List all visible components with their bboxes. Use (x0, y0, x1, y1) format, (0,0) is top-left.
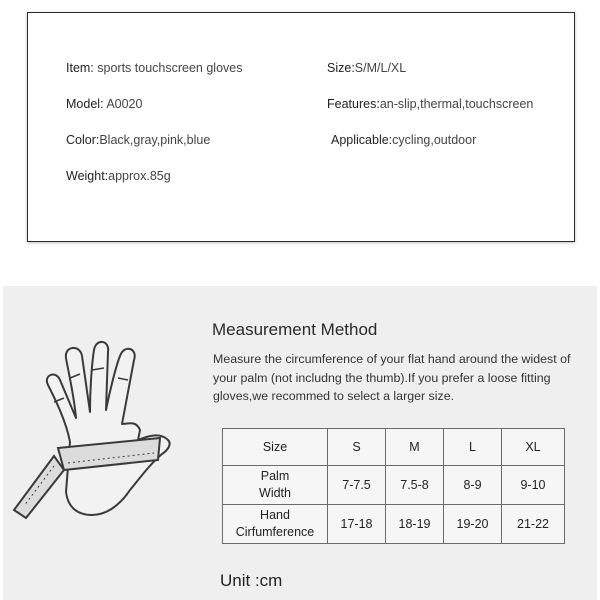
spec-applicable (331, 133, 476, 147)
table-row-hand-circumference (223, 505, 565, 544)
spec-applicable-label: Applicable: (331, 133, 393, 147)
header-cell-size: Size (223, 429, 328, 466)
spec-size (327, 61, 406, 75)
row-label-hand-circumference (223, 505, 328, 544)
spec-box (27, 12, 575, 242)
spec-item-label: Item: (66, 61, 94, 75)
spec-size-label: Size: (327, 61, 355, 75)
unit-label: Unit :cm (220, 571, 283, 590)
spec-weight-label: Weight: (66, 169, 109, 183)
table-cell: 17-18 (328, 505, 386, 544)
header-cell-xl: XL (502, 429, 565, 466)
spec-features (327, 97, 533, 111)
spec-model (66, 97, 142, 111)
table-cell: 9-10 (502, 466, 565, 505)
row-label-palm-width (223, 466, 328, 505)
spec-color-label: Color: (66, 133, 100, 147)
table-cell: 18-19 (386, 505, 444, 544)
spec-size-value: S/M/L/XL (354, 61, 407, 75)
table-cell: 19-20 (444, 505, 502, 544)
size-table (222, 428, 565, 544)
spec-color (66, 133, 210, 147)
row-label-line2: Cirfumference (235, 525, 315, 539)
spec-color-value: Black,gray,pink,blue (99, 133, 211, 147)
table-cell: 8-9 (444, 466, 502, 505)
spec-weight-value: approx.85g (108, 169, 171, 183)
table-cell: 7.5-8 (386, 466, 444, 505)
spec-model-value: A0020 (103, 97, 143, 111)
spec-features-label: Features: (327, 97, 380, 111)
header-cell-m: M (386, 429, 444, 466)
row-label-line2: Width (259, 486, 291, 500)
spec-applicable-value: cycling,outdoor (392, 133, 477, 147)
spec-model-label: Model: (66, 97, 104, 111)
table-header-row (223, 429, 565, 466)
header-cell-s: S (328, 429, 386, 466)
table-cell: 21-22 (502, 505, 565, 544)
spec-item (66, 61, 243, 75)
measurement-description: Measure the circumference of your flat hand around the widest of your palm (not includng the thumb).If you prefer a loose fitting gloves,we recommed to select a larger size. (213, 352, 571, 403)
header-cell-l: L (444, 429, 502, 466)
measurement-title: Measurement Method (212, 320, 378, 339)
row-label-line1: Hand (260, 508, 290, 522)
row-label-line1: Palm (260, 469, 290, 483)
spec-weight (66, 169, 171, 183)
table-cell: 7-7.5 (328, 466, 386, 505)
spec-features-value: an-slip,thermal,touchscreen (379, 97, 534, 111)
table-row-palm-width (223, 466, 565, 505)
spec-item-value: sports touchscreen gloves (93, 61, 243, 75)
hand-measure-icon (8, 340, 208, 550)
